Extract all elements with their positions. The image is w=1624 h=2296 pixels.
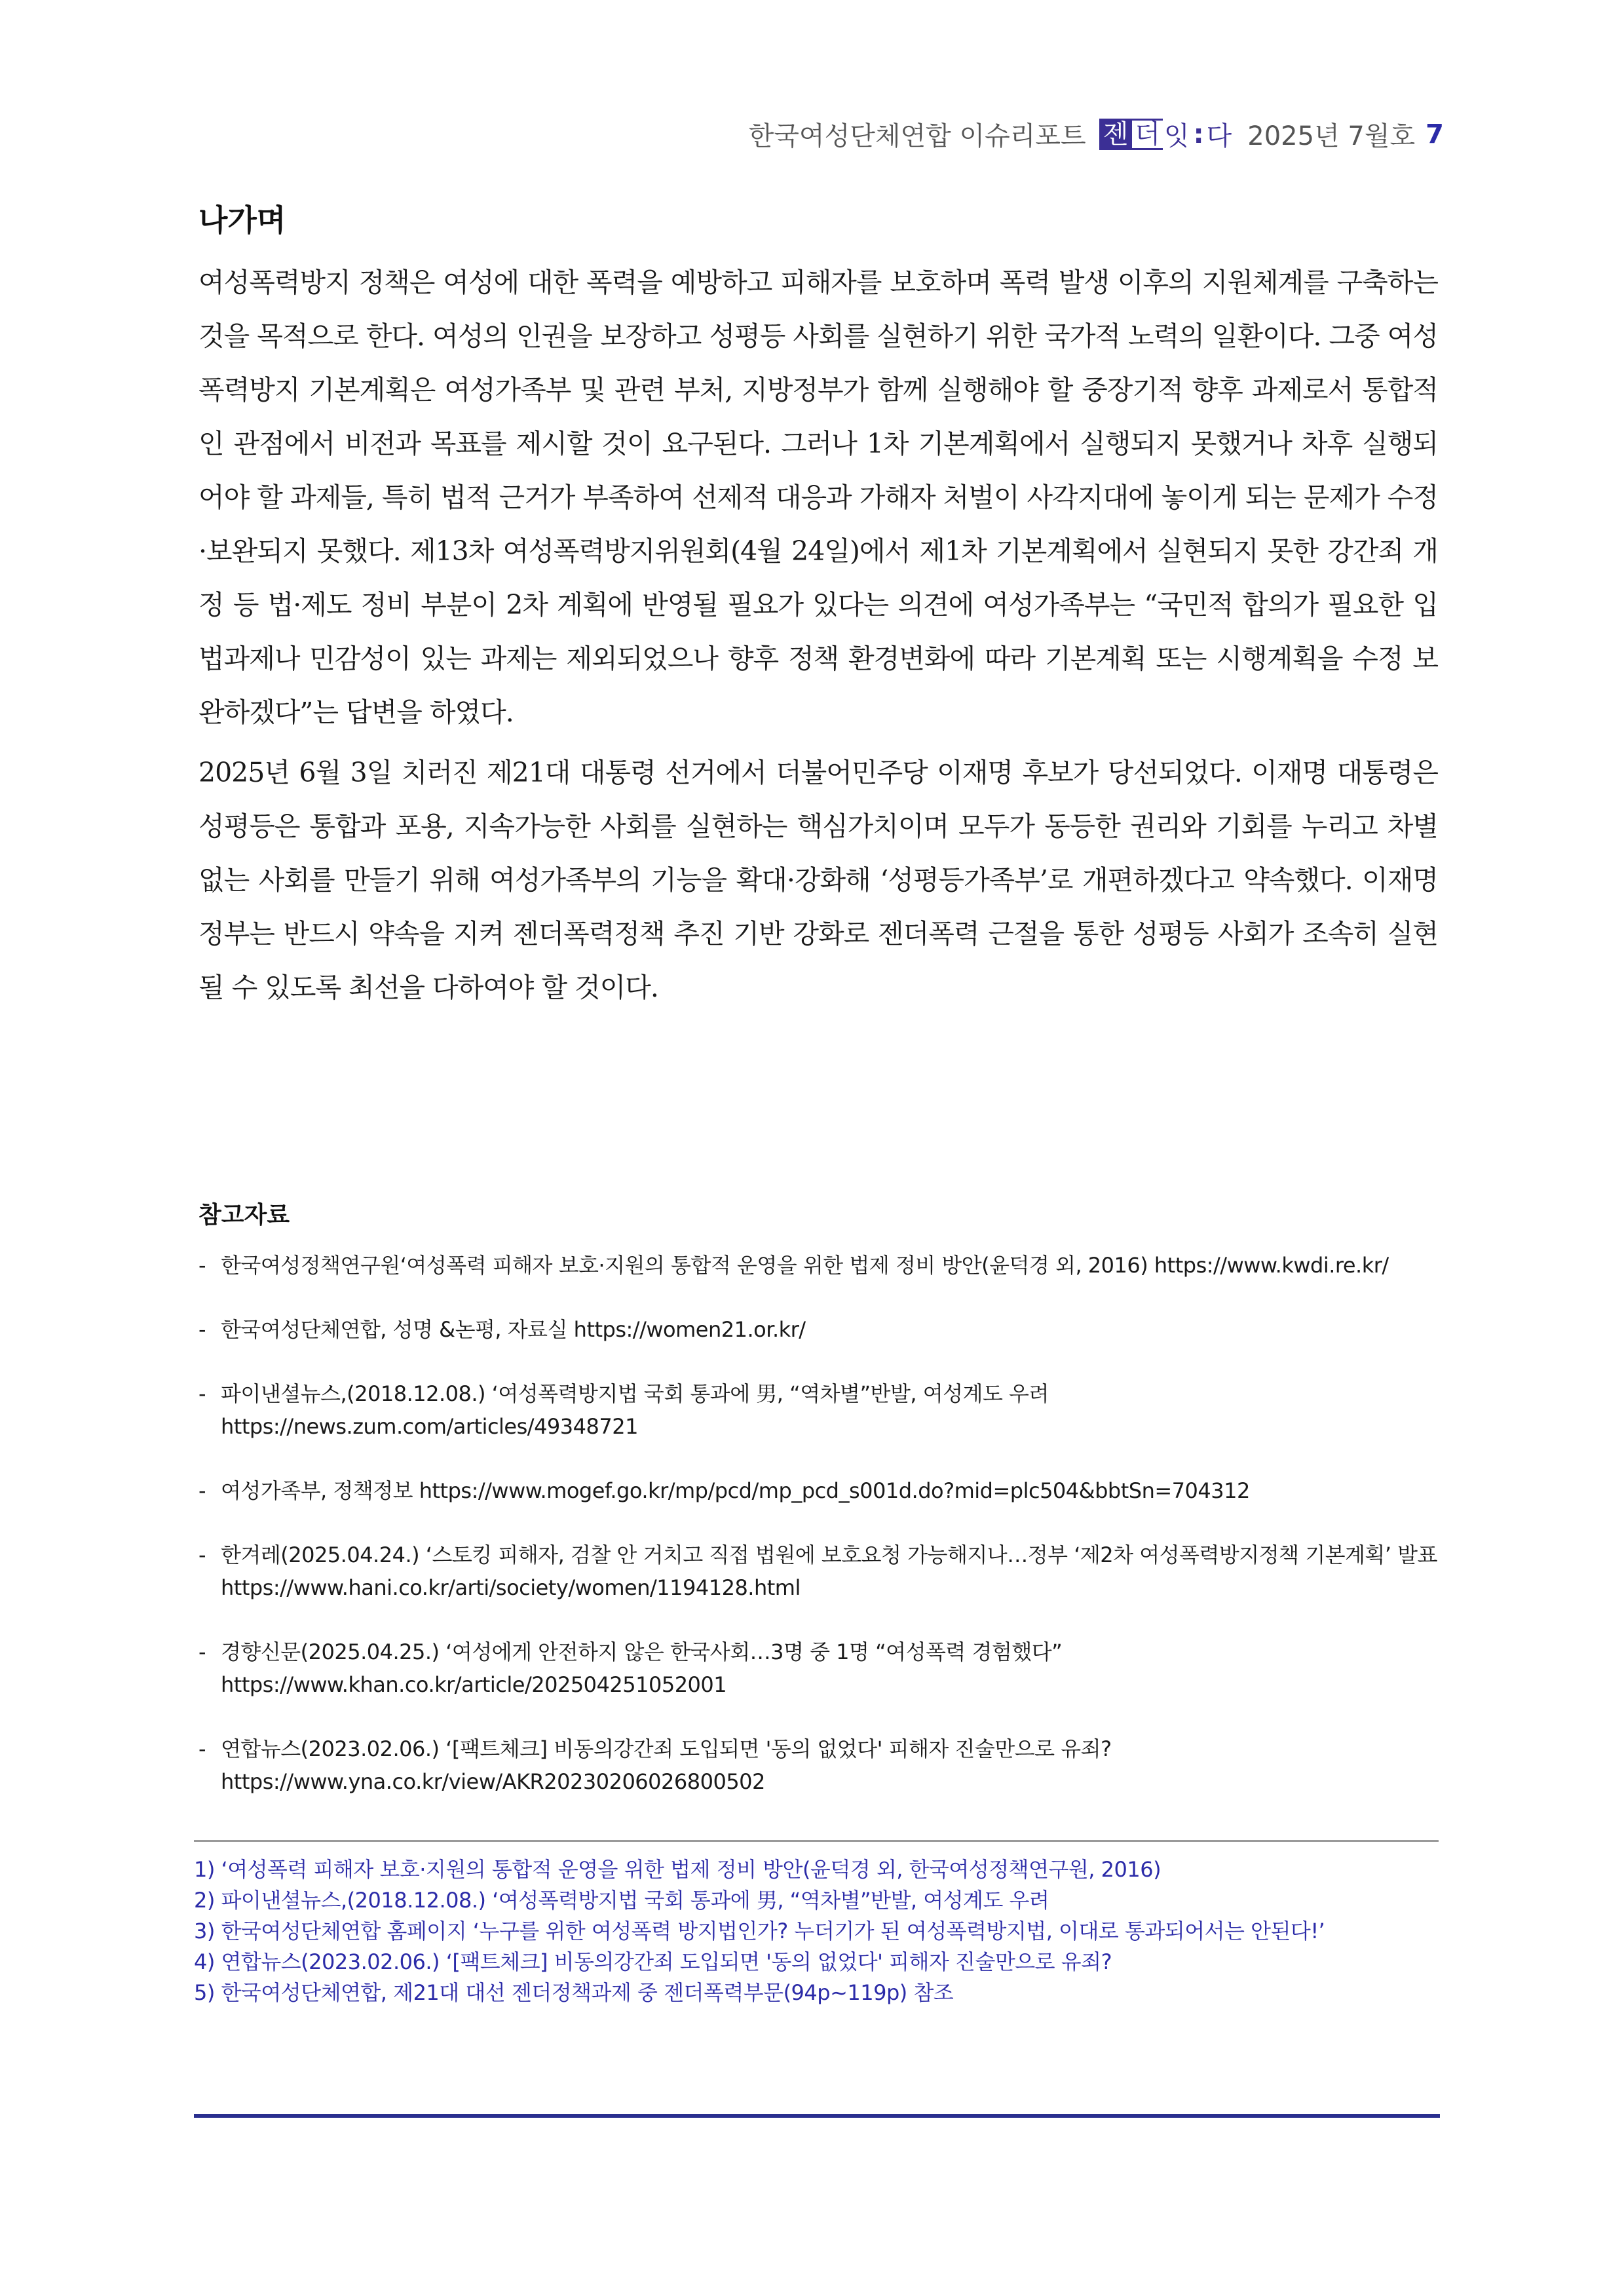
references-title: 참고자료: [198, 1202, 290, 1229]
footnote: 4) 연합뉴스(2023.02.06.) ‘[팩트체크] 비동의강간죄 도입되면 '동의 없었다' 피해자 진술만으로 유죄?: [194, 1949, 1112, 1974]
logo-part-je: 젠: [1099, 119, 1133, 150]
logo-part-de: 더: [1132, 119, 1163, 150]
footnote: 5) 한국여성단체연합, 제21대 대선 젠더정책과제 중 젠더폭력부문(94p~119p) 참조: [194, 1980, 954, 2005]
reference-url[interactable]: https://www.hani.co.kr/arti/society/women/1194128.html: [221, 1575, 801, 1600]
page-header: [749, 115, 1444, 153]
paragraph: 여성폭력방지 정책은 여성에 대한 폭력을 예방하고 피해자를 보호하며 폭력 발생 이후의 지원체계를 구축하는 것을 목적으로 한다. 여성의 인권을 보장하고 성평등 사회를 실현하기 위한 국가적 노력의 일환이다. 그중 여성폭력방지 기본계획은 여성가족부 및 관련 부처, 지방정부가 함께 실행해야 할 중장기적 향후 과제로서 통합적인 관점에서 비전과 목표를 제시할 것이 요구된다. 그러나 1차 기본계획에서 실행되지 못했거나 차후 실행되어야 할 과제들, 특히 법적 근거가 부족하여 선제적 대응과 가해자 처벌이 사각지대에 놓이게 되는 문제가 수정·보완되지 못했다. 제13차 여성폭력방지위원회(4월 24일)에서 제1차 기본계획에서 실현되지 못한 강간죄 개정 등 법·제도 정비 부분이 2차 계획에 반영될 필요가 있다는 의견에 여성가족부는 “국민적 합의가 필요한 입법과제나 민감성이 있는 과제는 제외되었으나 향후 정책 환경변화에 따라 기본계획 또는 시행계획을 수정 보완하겠다”는 답변을 하였다.: [198, 267, 1438, 728]
reference-url[interactable]: https://www.khan.co.kr/article/202504251052001: [221, 1672, 727, 1697]
reference-text: 한겨레(2025.04.24.) ‘스토킹 피해자, 검찰 안 거치고 직접 법원에 보호요청 가능해지나…정부 ‘제2차 여성폭력방지정책 기본계획’ 발표: [221, 1542, 1438, 1567]
footnote-divider: [194, 1840, 1439, 1842]
reference-item: [198, 1732, 1443, 1798]
list-dash: -: [198, 1542, 206, 1567]
list-dash: -: [198, 1253, 206, 1278]
reference-item: [198, 1249, 1443, 1282]
footnote: 3) 한국여성단체연합 홈페이지 ‘누구를 위한 여성폭력 방지법인가? 누더기가 된 여성폭력방지법, 이대로 통과되어서는 안된다!’: [194, 1919, 1325, 1943]
list-dash: -: [198, 1736, 206, 1761]
reference-item: [198, 1313, 1443, 1346]
reference-item: [198, 1539, 1443, 1604]
reference-text: 파이낸셜뉴스,(2018.12.08.) ‘여성폭력방지법 국회 통과에 男, “역차별”반발, 여성계도 우려 https://news.zum.com/articles/49348721: [221, 1381, 1049, 1439]
list-dash: -: [198, 1478, 206, 1503]
body-text: [198, 256, 1438, 1021]
reference-text: 한국여성단체연합, 성명 &논평, 자료실 https://women21.or.kr/: [221, 1317, 806, 1342]
reference-url[interactable]: https://www.yna.co.kr/view/AKR20230206026800502: [221, 1769, 765, 1794]
list-dash: -: [198, 1381, 206, 1406]
logo-part-da: 다: [1206, 121, 1232, 151]
reference-text: 한국여성정책연구원‘여성폭력 피해자 보호·지원의 통합적 운영을 위한 법제 정비 방안(윤덕경 외, 2016) https://www.kwdi.re.kr/: [221, 1253, 1389, 1278]
bottom-rule: [194, 2114, 1440, 2118]
reference-text: 연합뉴스(2023.02.06.) ‘[팩트체크] 비동의강간죄 도입되면 '동의 없었다' 피해자 진술만으로 유죄?: [221, 1736, 1112, 1761]
section-title: 나가며: [198, 202, 286, 238]
list-dash: -: [198, 1317, 206, 1342]
reference-item: [198, 1377, 1443, 1443]
page-number: 7: [1426, 119, 1444, 149]
footnotes: [194, 1854, 1439, 2008]
reference-text: 여성가족부, 정책정보 https://www.mogef.go.kr/mp/pcd/mp_pcd_s001d.do?mid=plc504&bbtSn=704312: [221, 1478, 1250, 1503]
footnote: 1) ‘여성폭력 피해자 보호·지원의 통합적 운영을 위한 법제 정비 방안(윤덕경 외, 한국여성정책연구원, 2016): [194, 1857, 1161, 1882]
reference-text: 경향신문(2025.04.25.) ‘여성에게 안전하지 않은 한국사회…3명 중 1명 “여성폭력 경험했다”: [221, 1639, 1063, 1664]
footnote: 2) 파이낸셜뉴스,(2018.12.08.) ‘여성폭력방지법 국회 통과에 男, “역차별”반발, 여성계도 우려: [194, 1888, 1049, 1913]
issue-date: 2025년 7월호: [1247, 121, 1416, 151]
publication-name: 한국여성단체연합 이슈리포트: [748, 121, 1086, 151]
reference-item: [198, 1636, 1443, 1701]
reference-item: [198, 1474, 1443, 1507]
logo-part-it: 잇: [1163, 121, 1190, 151]
logo-part-colon: :: [1193, 119, 1204, 149]
genderit-logo: [1099, 115, 1232, 153]
paragraph: 2025년 6월 3일 치러진 제21대 대통령 선거에서 더불어민주당 이재명 후보가 당선되었다. 이재명 대통령은 성평등은 통합과 포용, 지속가능한 사회를 실현하는 핵심가치이며 모두가 동등한 권리와 기회를 누리고 차별 없는 사회를 만들기 위해 여성가족부의 기능을 확대·강화해 ‘성평등가족부’로 개편하겠다고 약속했다. 이재명 정부는 반드시 약속을 지켜 젠더폭력정책 추진 기반 강화로 젠더폭력 근절을 통한 성평등 사회가 조속히 실현될 수 있도록 최선을 다하여야 할 것이다.: [198, 757, 1438, 1003]
list-dash: -: [198, 1639, 206, 1664]
references-list: [198, 1249, 1443, 1829]
